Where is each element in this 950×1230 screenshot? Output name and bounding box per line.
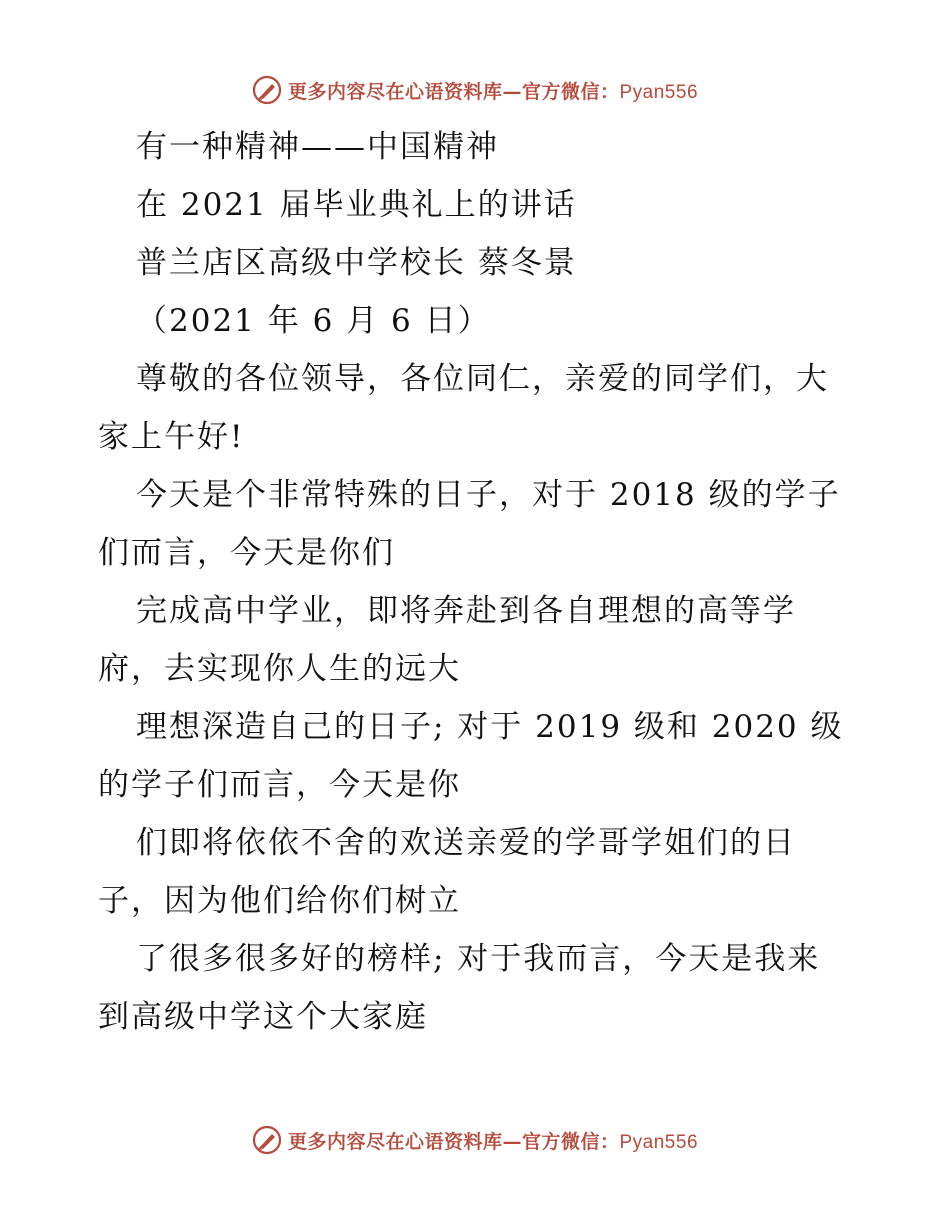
text-line: 们即将依依不舍的欢送亲爱的学哥学姐们的日 [136,825,796,861]
header-watermark [0,70,950,110]
doc-author: 普兰店区高级中学校长 蔡冬景 [136,245,577,281]
watermark-id: Pyan556 [619,81,699,103]
doc-subtitle: 在 2021 届毕业典礼上的讲话 [136,187,577,223]
text-line: 今天是个非常特殊的日子，对于 2018 级的学子 [136,477,841,513]
watermark-text: 更多内容尽在心语资料库—官方微信：Pyan556 [287,80,699,103]
pen-logo-icon [252,1125,282,1155]
watermark-id: Pyan556 [619,1131,699,1153]
text-line: 尊敬的各位领导，各位同仁，亲爱的同学们，大 [136,361,829,397]
text-line: 府，去实现你人生的远大 [98,651,461,687]
text-line: 的学子们而言，今天是你 [98,767,461,803]
doc-date: （2021 年 6 月 6 日） [136,303,491,339]
document-body [98,118,858,1046]
text-line: 子，因为他们给你们树立 [98,883,461,919]
text-line: 完成高中学业，即将奔赴到各自理想的高等学 [136,593,796,629]
text-line: 到高级中学这个大家庭 [98,999,428,1035]
text-line: 家上午好! [98,419,245,455]
footer-watermark [0,1120,950,1160]
pen-logo-icon [252,75,282,105]
text-line: 理想深造自己的日子; 对于 2019 级和 2020 级 [136,709,844,745]
text-line: 们而言，今天是你们 [98,535,395,571]
watermark-text: 更多内容尽在心语资料库—官方微信：Pyan556 [287,1130,699,1153]
doc-title: 有一种精神——中国精神 [136,129,499,165]
text-line: 了很多很多好的榜样; 对于我而言，今天是我来 [136,941,821,977]
